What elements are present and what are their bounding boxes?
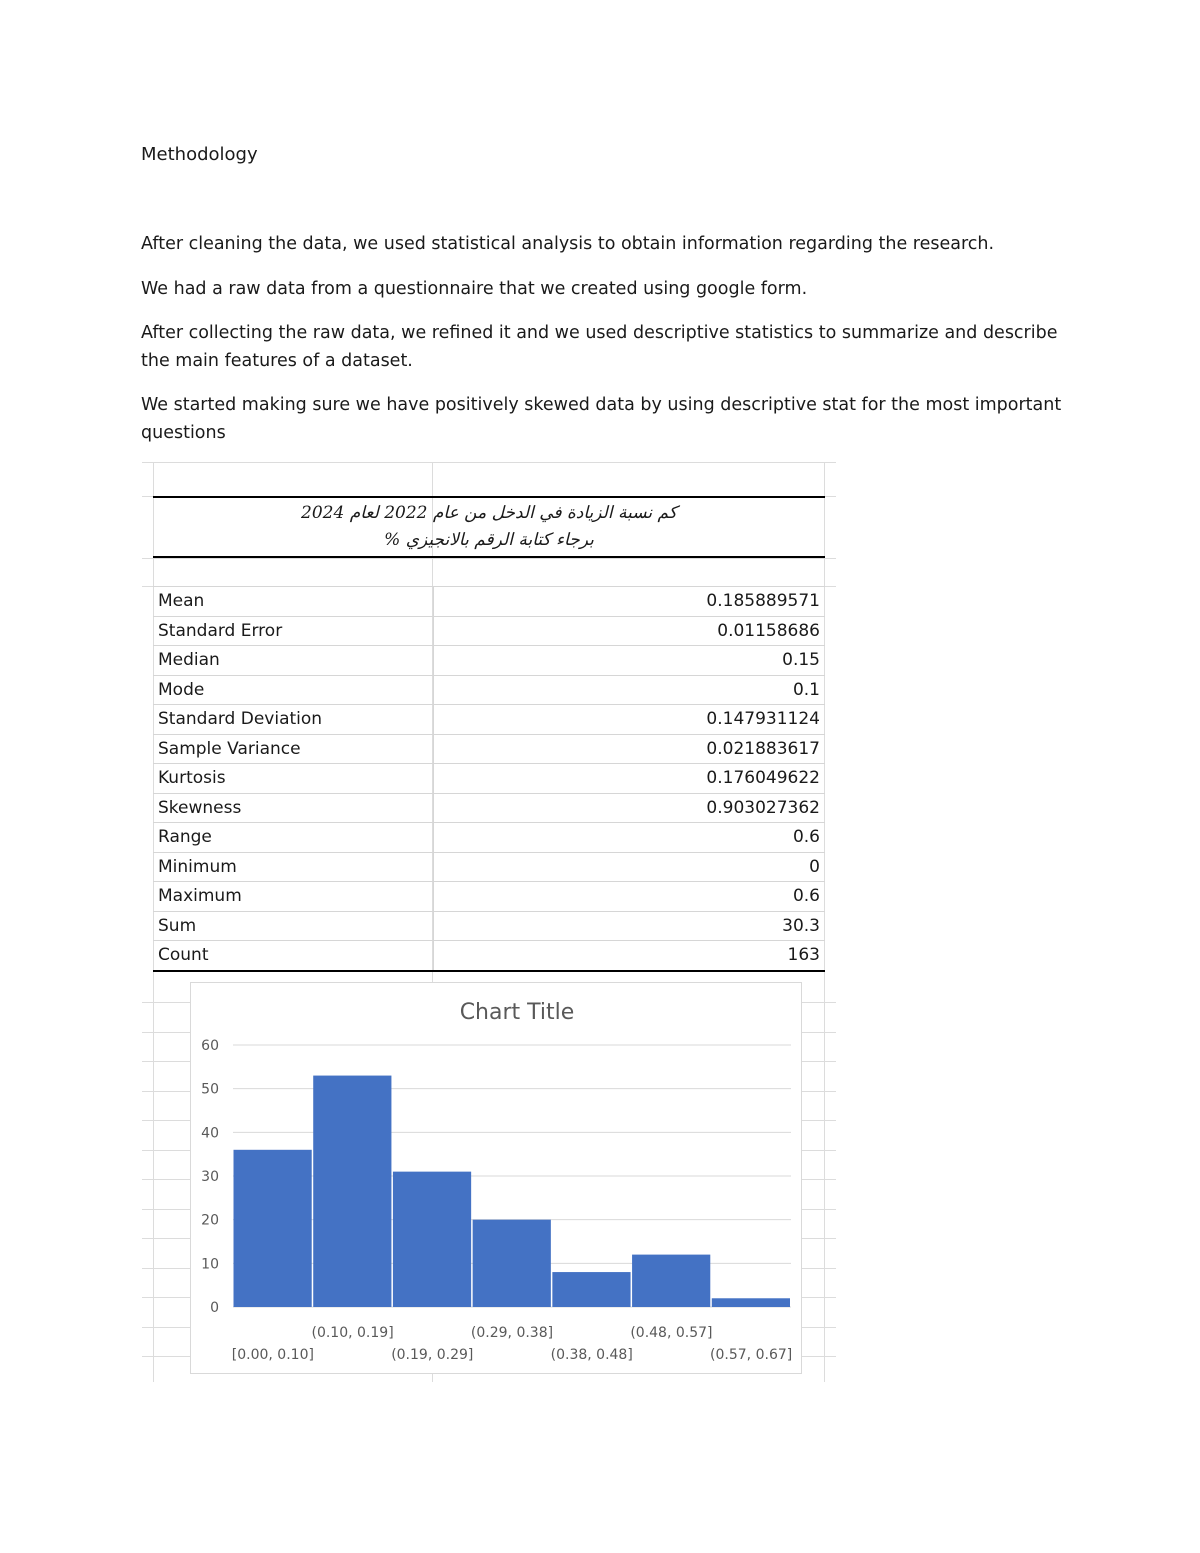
histogram-bar (632, 1255, 710, 1307)
stat-label: Mean (153, 587, 434, 617)
y-tick-label: 50 (201, 1081, 219, 1098)
stat-value: 0.176049622 (434, 764, 826, 794)
header-line-2: برجاء كتابة الرقم بالانجيزي % (384, 530, 594, 550)
table-row (153, 823, 825, 853)
stat-value: 0.6 (434, 823, 826, 853)
chart-title: Chart Title (459, 1000, 575, 1025)
stat-value: 0.01158686 (434, 616, 826, 646)
paragraph-descriptive-stats: After collecting the raw data, we refined it and we used descriptive statistics to summarize and describe the main features of a dataset. (141, 323, 1058, 371)
table-row (153, 852, 825, 882)
x-tick-label: (0.57, 0.67] (710, 1347, 793, 1363)
stat-value: 0.15 (434, 646, 826, 676)
histogram-bar (712, 1298, 790, 1307)
table-row (153, 764, 825, 794)
histogram-bar (234, 1150, 312, 1307)
y-tick-label: 0 (210, 1300, 219, 1316)
stat-value: 30.3 (434, 911, 826, 941)
stat-value: 0.147931124 (434, 705, 826, 735)
histogram-bar (313, 1076, 391, 1307)
table-row (153, 793, 825, 823)
stat-value: 0.021883617 (434, 734, 826, 764)
stat-label: Mode (153, 675, 434, 705)
stat-value: 0.185889571 (434, 587, 826, 617)
document-heading: Methodology (141, 144, 258, 165)
stat-label: Minimum (153, 852, 434, 882)
histogram-chart[interactable] (190, 982, 802, 1374)
histogram-bar (473, 1220, 551, 1307)
stat-label: Median (153, 646, 434, 676)
descriptive-stats-table (153, 496, 825, 972)
table-row (153, 882, 825, 912)
stat-value: 0 (434, 852, 826, 882)
y-tick-label: 30 (201, 1169, 219, 1185)
x-tick-label: (0.10, 0.19] (311, 1325, 394, 1341)
stat-value: 163 (434, 941, 826, 971)
x-tick-label: [0.00, 0.10] (231, 1347, 314, 1363)
table-row (153, 616, 825, 646)
y-tick-label: 60 (201, 1038, 219, 1054)
stat-label: Standard Error (153, 616, 434, 646)
table-row (153, 734, 825, 764)
stat-value: 0.1 (434, 675, 826, 705)
table-header-row (153, 497, 825, 557)
stat-label: Sample Variance (153, 734, 434, 764)
stats-body (153, 587, 825, 971)
stat-value: 0.6 (434, 882, 826, 912)
x-tick-label: (0.48, 0.57] (630, 1325, 713, 1341)
histogram-bar (552, 1272, 630, 1307)
y-tick-label: 10 (201, 1256, 219, 1273)
stat-label: Count (153, 941, 434, 971)
x-tick-label: (0.19, 0.29] (391, 1347, 474, 1363)
header-line-1: كم نسبة الزيادة في الدخل من عام 2022 لعام 2024 (301, 503, 677, 523)
gridline-horizontal (142, 462, 836, 463)
table-row (153, 911, 825, 941)
stat-label: Range (153, 823, 434, 853)
histogram-bar (393, 1172, 471, 1307)
table-row (153, 646, 825, 676)
table-row (153, 941, 825, 971)
table-row (153, 675, 825, 705)
y-tick-label: 20 (201, 1212, 219, 1229)
stat-label: Sum (153, 911, 434, 941)
stat-label: Skewness (153, 793, 434, 823)
x-tick-label: (0.38, 0.48] (550, 1347, 633, 1363)
stat-label: Maximum (153, 882, 434, 912)
x-tick-label: (0.29, 0.38] (470, 1325, 554, 1341)
table-row (153, 587, 825, 617)
stat-label: Kurtosis (153, 764, 434, 794)
table-spacer-row (153, 557, 825, 587)
paragraph-skewness: We started making sure we have positively skewed data by using descriptive stat for the most important questions (141, 395, 1062, 443)
paragraph-cleaning: After cleaning the data, we used statistical analysis to obtain information regarding the research. (141, 234, 995, 254)
paragraph-raw-data: We had a raw data from a questionnaire that we created using google form. (141, 279, 808, 299)
y-tick-label: 40 (201, 1125, 219, 1142)
stat-label: Standard Deviation (153, 705, 434, 735)
table-row (153, 705, 825, 735)
table-header (153, 497, 825, 557)
chart-svg (191, 983, 801, 1373)
stat-value: 0.903027362 (434, 793, 826, 823)
